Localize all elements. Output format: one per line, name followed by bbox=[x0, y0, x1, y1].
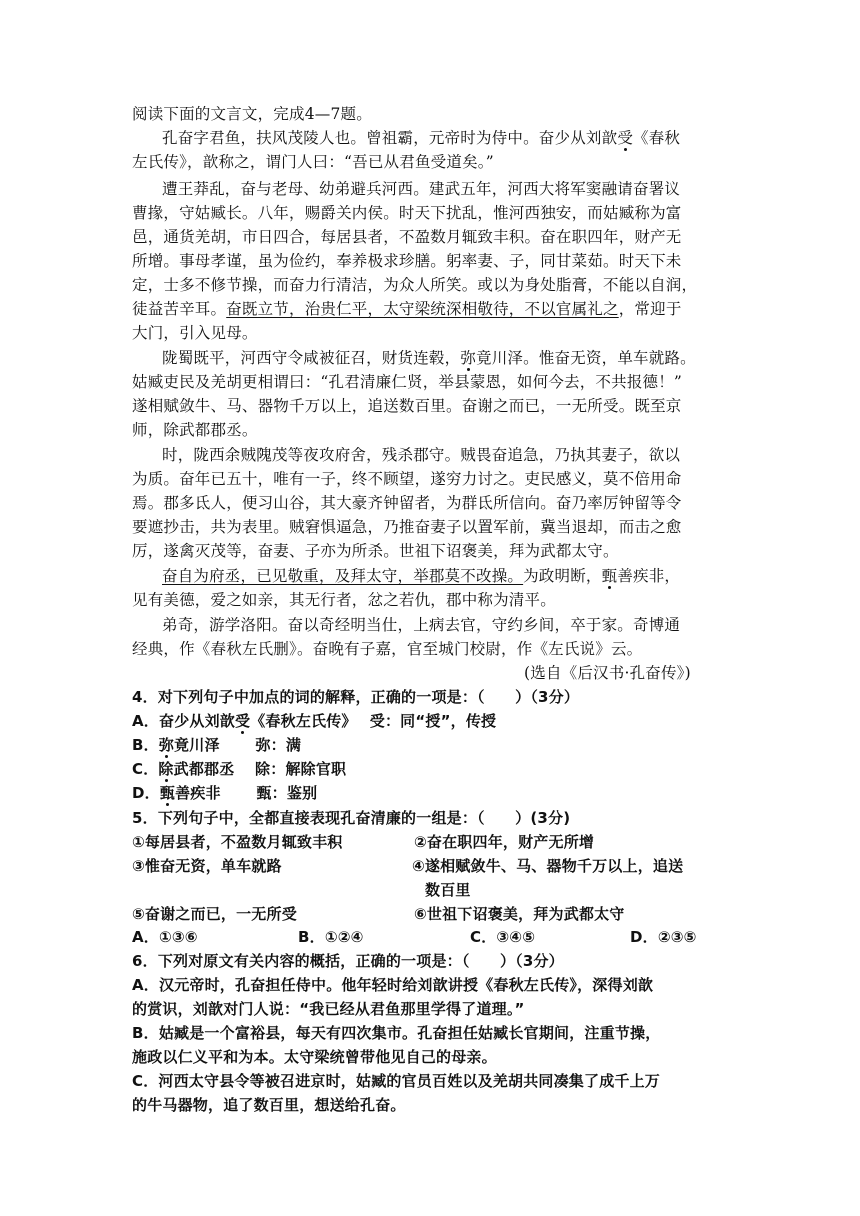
passage-line: 厉，遂禽灭茂等，奋妻、子亦为所杀。世祖下诏褒美，拜为武都太守。 bbox=[132, 542, 619, 560]
passage-line: 遂相赋敛牛、马、器物千万以上，追送数百里。奋谢之而已，一无所受。既至京 bbox=[132, 397, 682, 415]
instruction: 阅读下面的文言文，完成4—7题。 bbox=[132, 105, 372, 123]
passage-line: 经典，作《春秋左氏删》。奋晚有子嘉，官至城门校尉，作《左氏说》云。 bbox=[132, 640, 643, 658]
passage-line: 见有美德，爱之如亲，其无行者，忿之若仇，郡中称为清平。 bbox=[132, 591, 556, 609]
passage-line: 曹掾，守姑臧长。八年，赐爵关内侯。时天下扰乱，惟河西独安，而姑臧称为富 bbox=[132, 204, 682, 222]
dotted-word-zhen: 甄 bbox=[601, 567, 618, 585]
dotted-word-shou: 受 bbox=[617, 129, 634, 147]
question-5-item-4: ④遂相赋敛牛、马、器物千万以上，追送 bbox=[412, 857, 684, 875]
passage-line: 陇蜀既平，河西守令咸被征召，财货连毂，弥竟川泽。惟奋无资，单车就路。 bbox=[162, 349, 696, 367]
question-6-option-b-cont: 施政以仁义平和为本。太守梁统曾带他见自己的母亲。 bbox=[132, 1048, 497, 1066]
passage-line: 奋自为府丞，已见敬重，及拜太守，举郡莫不改操。为政明断，甄善疾非， bbox=[162, 567, 681, 585]
question-5-item-3: ③惟奋无资，单车就路 bbox=[132, 857, 282, 875]
question-4-stem: 4．对下列句子中加点的词的解释，正确的一项是：（ ）（3分） bbox=[132, 688, 580, 706]
passage-line: 定，士多不修节操，而奋力行清洁，为众人所笑。或以为身处脂膏，不能以自润， bbox=[132, 276, 698, 294]
passage-line: 邑，通货羌胡，市日四合，每居县者，不盈数月辄致丰积。奋在职四年，财产无 bbox=[132, 228, 682, 246]
passage-line: 所增。事母孝谨，虽为俭约，奉养极求珍膳。躬率妻、子，同甘菜茹。时天下未 bbox=[132, 252, 682, 270]
question-5-item-2: ②奋在职四年，财产无所增 bbox=[414, 833, 595, 851]
question-6-stem: 6．下列对原文有关内容的概括，正确的一项是：（ ）（3分） bbox=[132, 952, 564, 970]
passage-line: 弟奇，游学洛阳。奋以奇经明当仕，上病去官，守约乡间，卒于家。奇博通 bbox=[162, 616, 681, 634]
question-6-option-b: B．姑臧是一个富裕县，每天有四次集市。孔奋担任姑臧长官期间，注重节操， bbox=[132, 1024, 661, 1042]
passage-line: 左氏传》，歆称之，谓门人曰：“吾已从君鱼受道矣。” bbox=[132, 153, 494, 171]
passage-line: 孔奋字君鱼，扶风茂陵人也。曾祖霸，元帝时为侍中。奋少从刘歆受《春秋 bbox=[162, 129, 681, 147]
question-4-option-a: A．奋少从刘歆受《春秋左氏传》 受：同“授”，传授 bbox=[132, 712, 497, 730]
question-5-item-5: ⑤奋谢之而已，一无所受 bbox=[132, 905, 297, 923]
question-4-option-c: C．除武都郡丞 除：解除官职 bbox=[132, 760, 347, 778]
question-6-option-c: C．河西太守县令等被召进京时，姑臧的官员百姓以及羌胡共同凑集了成千上万 bbox=[132, 1072, 661, 1090]
word-chu: 除 bbox=[163, 421, 180, 439]
question-6-option-c-cont: 的牛马器物，追了数百里，想送给孔奋。 bbox=[132, 1096, 406, 1114]
question-6-option-a: A．汉元帝时，孔奋担任侍中。他年轻时给刘歆讲授《春秋左氏传》，深得刘歆 bbox=[132, 976, 654, 994]
question-5-option-b: B．①②④ bbox=[298, 928, 364, 946]
passage-line: 焉。郡多氐人，便习山谷，其大豪齐钟留者，为群氐所信向。奋乃率厉钟留等令 bbox=[132, 494, 682, 512]
passage-source: (选自《后汉书·孔奋传》) bbox=[524, 664, 691, 682]
underlined-sentence-1: 奋既立节，治贵仁平，太守梁统深相敬待，不以官属礼之 bbox=[226, 300, 619, 318]
question-5-item-1: ①每居县者，不盈数月辄致丰积 bbox=[132, 833, 343, 851]
question-5-item-6: ⑥世祖下诏褒美，拜为武都太守 bbox=[414, 905, 625, 923]
passage-line: 徒益苦辛耳。奋既立节，治贵仁平，太守梁统深相敬待，不以官属礼之，常迎于 bbox=[132, 300, 682, 318]
question-6-option-a-cont: 的赏识，刘歆对门人说：“我已经从君鱼那里学得了道理。” bbox=[132, 1000, 525, 1018]
dotted-word-mi: 弥 bbox=[460, 349, 477, 367]
passage-line: 遭王莽乱，奋与老母、幼弟避兵河西。建武五年，河西大将军窦融请奋署议 bbox=[162, 180, 681, 198]
question-5-option-a: A．①③⑥ bbox=[132, 928, 198, 946]
passage-line: 要遮抄击，共为表里。贼窘惧逼急，乃推奋妻子以置军前，冀当退却，而击之愈 bbox=[132, 518, 682, 536]
passage-line: 时，陇西余贼隗茂等夜攻府舍，残杀郡守。贼畏奋追急，乃执其妻子，欲以 bbox=[162, 446, 681, 464]
question-5-option-c: C．③④⑤ bbox=[470, 928, 536, 946]
passage-line: 为质。奋年已五十，唯有一子，终不顾望，遂穷力讨之。吏民感义，莫不倍用命 bbox=[132, 470, 682, 488]
passage-line: 姑臧吏民及羌胡更相谓曰：“孔君清廉仁贤，举县蒙恩，如何今去，不共报德！” bbox=[132, 373, 683, 391]
passage-line: 师，除武都郡丞。 bbox=[132, 421, 258, 439]
question-5-option-d: D．②③⑤ bbox=[630, 928, 697, 946]
underlined-sentence-2: 奋自为府丞，已见敬重，及拜太守，举郡莫不改操。 bbox=[162, 567, 524, 585]
passage-line: 大门，引入见母。 bbox=[132, 324, 258, 342]
question-5-item-4-cont: 数百里 bbox=[425, 881, 471, 899]
question-5-stem: 5．下列句子中，全都直接表现孔奋清廉的一组是：（ ）(3分) bbox=[132, 809, 571, 827]
question-4-option-d: D．甄善疾非 甄：鉴别 bbox=[132, 784, 318, 802]
question-4-option-b: B．弥竟川泽 弥：满 bbox=[132, 736, 302, 754]
